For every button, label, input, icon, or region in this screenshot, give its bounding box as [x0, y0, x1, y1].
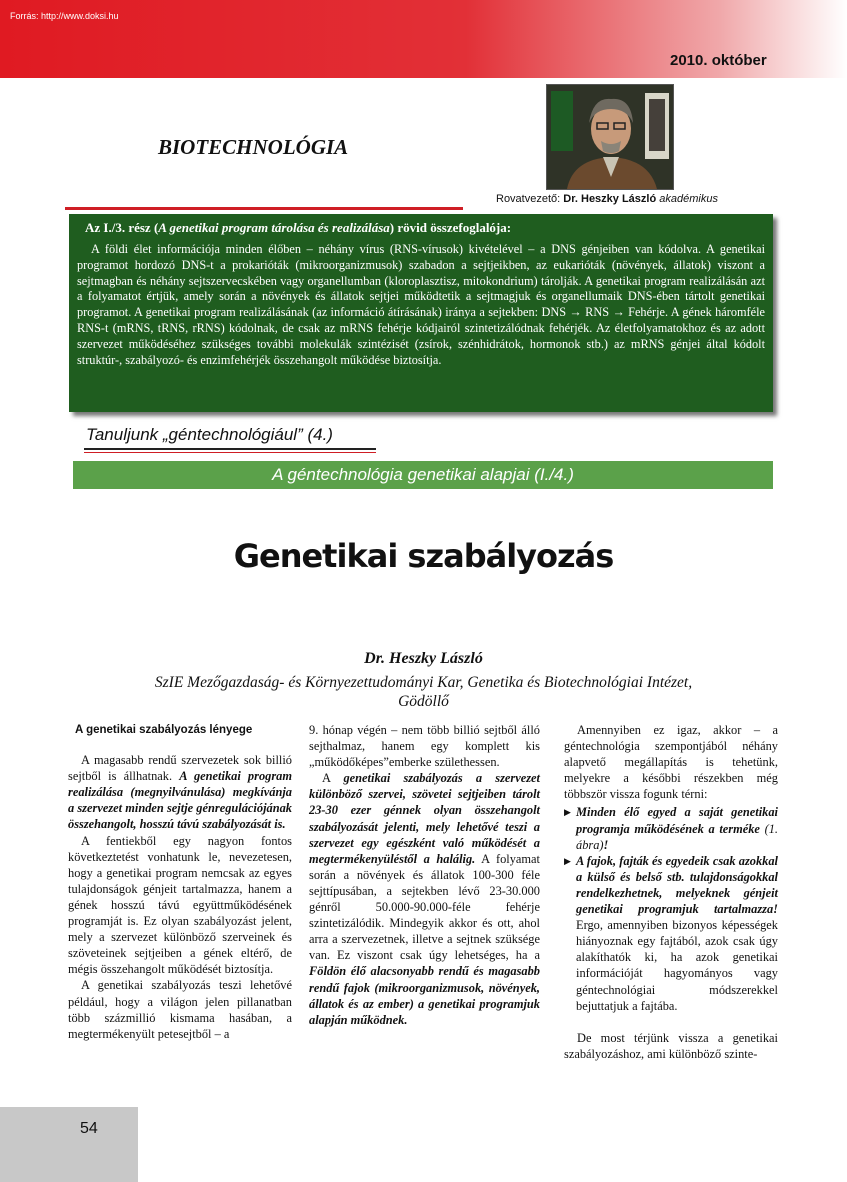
series-rule-red — [84, 452, 376, 453]
affiliation-line: Gödöllő — [398, 693, 449, 710]
emphasis-text: genetikai szabályozás a szervezet különböző szervei, szövetei sejtjeiben tárolt 23-30 ezer génnek olyan összehangolt szabályozását jelenti, mely lehetővé teszi a szervezet egy egészként való működését a megtermékenyüléstől a halálig. — [309, 771, 540, 866]
list-item — [564, 804, 778, 852]
text-run: Ergo, amennyiben bizonyos képességek hiányoznak egy fajtából, azok csak úgy alakíthatók ki, ha azok genetikai információját hagyományos vagy géntechnológiai módszerekkel bejuttatjuk a fajtába. — [576, 918, 778, 1013]
section-title: BIOTECHNOLÓGIA — [158, 135, 349, 159]
paragraph — [68, 752, 292, 832]
editor-name: Dr. Heszky László — [563, 193, 657, 205]
triangle-right-icon: ▶ — [564, 807, 571, 818]
page-number: 54 — [80, 1120, 98, 1137]
summary-heading-part: Az I./3. rész ( — [85, 220, 159, 235]
source-note: Forrás: http://www.doksi.hu — [10, 11, 119, 21]
article-author: Dr. Heszky László — [364, 650, 483, 667]
paragraph: 9. hónap végén – nem több billió sejtből álló sejthalmaz, hanem egy komplett kis „működőképes”emberke születhessen. — [309, 723, 540, 770]
bullet-list — [564, 804, 778, 1013]
series-title: Tanuljunk „géntechnológiául” (4.) — [86, 425, 333, 444]
subseries-band: A géntechnológia genetikai alapjai (I./4.) — [73, 461, 773, 489]
text-run: A folyamat során a növények és állatok 100-300 féle sejttípusában, a sejtekben lévő 23-30.000 génről 50.000-90.000-féle fehérje szintetizálódik. Mindegyik akkor és ott, ahol arra a szervezetnek, illetve a sejtnek szüksége van. Ez viszont csak úgy lehetséges, ha a — [309, 851, 540, 963]
series-rule — [84, 448, 376, 450]
subsection-heading: A genetikai szabályozás lényege — [75, 724, 253, 736]
section-rule — [65, 207, 463, 210]
summary-text: A földi élet információja minden élőben – néhány vírus (RNS-vírusok) kivételével – a DNS génjeiben van kódolva. A genetikai programot hordozó DNS-t a prokarióták (mikroorganizmusok) szabadon a sejtjeikben, az eukarióták (növények, állatok) viszont a sejtmagban és néhány sejtszervecskében vagy organellumban (kloroplasztisz, mitokondrium) tárolják. A genetikai program realizálásán azt a folyamatot értjük, amely során a növények és állatok sejtjei működtetik a sejtmagjuk és organellumaik DNS-ében tártolt genetikai programot. A genetikai program realizálásának (az információ átírásának) iránya a sejtekben: DNS → RNS → Fehérje. A gének háromféle RNS-t (mRNS, tRNS, rRNS) kódolnak, de csak az mRNS fehérje kódjairól szintetizálódnak fehérjék. Az életfolyamatokhoz és az adott szervezet működéséhez szükséges további molekulák szintézisét (zsírok, szénhidrátok, hormonok stb.) az mRNS génjei által kódolt struktúr-, szabályozó- és enzimfehérjék összehangolt működése biztosítja. — [77, 242, 765, 367]
paragraph: A fentiekből egy nagyon fontos következtetést vonhatunk le, nevezetesen, hogy a genetikai program nemcsak az egyes tulajdonságok génjeit tartalmazza, hanem a gének hosszú távú együttműködésének programját is. Ez olyan szabályozást jelent, mely a szervezet különböző szerveinek és szöveteinek sejtjeiben a gének eltérő, de mégis összehangolt működését biztosítja. — [68, 833, 292, 977]
column-2 — [309, 722, 540, 1028]
emphasis-text: Földön élő alacsonyabb rendű és magasabb rendű fajok (mikroorganizmusok, növények, állatok és az ember) a genetikai programjuk alapján működnek. — [309, 964, 540, 1027]
issue-date: 2010. október — [670, 52, 767, 69]
summary-heading — [85, 220, 765, 236]
summary-box — [69, 214, 773, 412]
summary-heading-part: ) rövid összefoglalója: — [389, 220, 512, 235]
author-affiliation — [0, 673, 847, 711]
affiliation-line: SzIE Mezőgazdaság- és Környezettudományi Kar, Genetika és Biotechnológiai Intézet, — [154, 674, 693, 691]
triangle-right-icon: ▶ — [564, 855, 571, 866]
paragraph: A genetikai szabályozás teszi lehetővé például, hogy a világon jelen pillanatban több százmillió kismama hasában, a megtermékenyült petesejtből – a — [68, 978, 292, 1041]
paragraph: De most térjünk vissza a genetikai szabályozáshoz, ami különböző szinte- — [564, 1030, 778, 1061]
text-run: A magasabb rendű szervezetek sok billió sejtből is állhatnak. — [68, 753, 292, 784]
page-number-box — [0, 1107, 138, 1182]
editor-label: Rovatvezető: — [496, 193, 564, 205]
editor-title: akadémikus — [656, 193, 718, 205]
editor-photo — [546, 84, 674, 190]
text-run: A — [322, 771, 344, 786]
paragraph: Amennyiben ez igaz, akkor – a géntechnológia szempontjából néhány alapvető megállapítás is tehetünk, melyekre a későbbi részekben még többször vissza fogunk térni: — [564, 723, 778, 802]
list-item — [564, 853, 778, 1014]
article-title: Genetikai szabályozás — [233, 537, 614, 575]
figure-ref: (1. ábra) — [576, 821, 778, 852]
emphasis-text: Minden élő egyed a saját genetikai programja működésének a terméke — [576, 805, 778, 836]
column-3 — [564, 722, 778, 1062]
summary-heading-italic: A genetikai program tárolása és realizálása — [158, 220, 390, 235]
column-1 — [68, 722, 292, 1042]
emphasis-text: ! — [603, 837, 609, 852]
paragraph — [309, 770, 540, 1028]
emphasis-text: A fajok, fajták és egyedeik csak azokkal a külső és belső stb. tulajdonságokkal rendelkezhetnek, melyeknek génjeit genetikai programjuk tartalmazza! — [576, 853, 778, 917]
editor-credit — [496, 193, 718, 205]
emphasis-text: A genetikai program realizálása (megnyilvánulása) megkívánja a szervezet minden sejtje génregulációjának összehangolt, hosszú távú szabályozását is. — [68, 769, 292, 832]
